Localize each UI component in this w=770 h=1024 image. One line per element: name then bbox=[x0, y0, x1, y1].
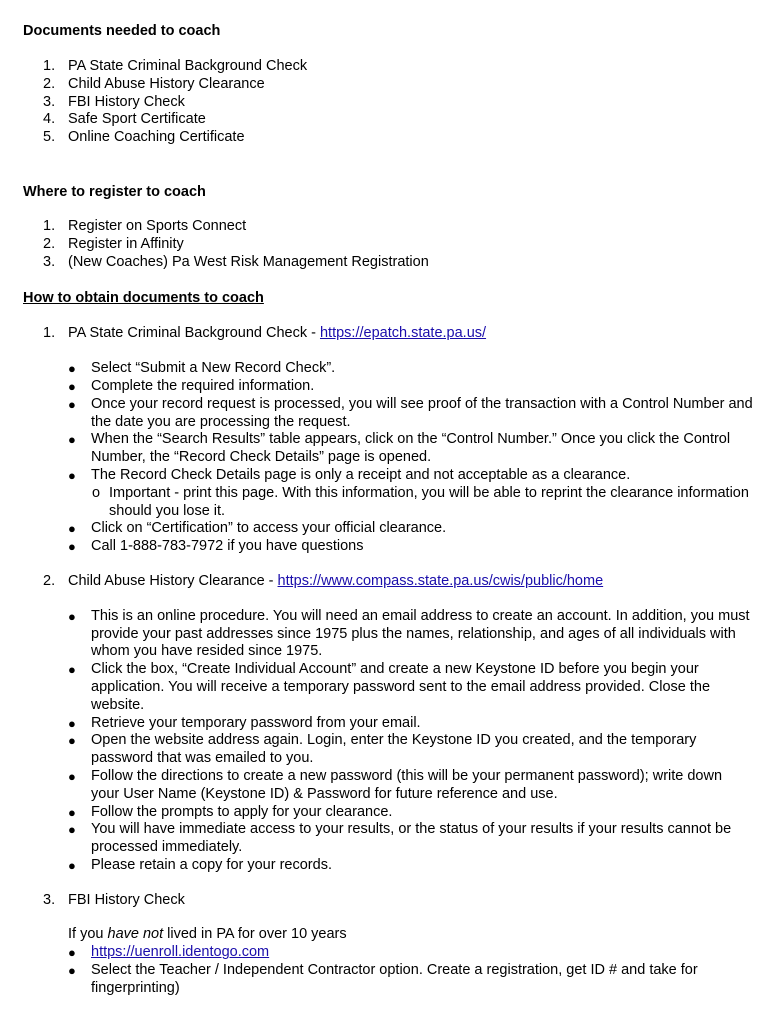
list-item: ● Call 1-888-783-7972 if you have questions bbox=[68, 538, 364, 555]
list-item: 3. FBI History Check bbox=[43, 891, 185, 908]
list-item: ● Complete the required information. bbox=[68, 377, 315, 394]
list-item: 4. Safe Sport Certificate bbox=[43, 111, 206, 128]
list-item: ● Select the Teacher / Independent Contractor option. Create a registration, get ID # and take for fingerprinting) bbox=[68, 962, 698, 996]
fbi-note: If you have not lived in PA for over 10 years bbox=[68, 926, 347, 943]
list-item: 1. PA State Criminal Background Check bbox=[43, 58, 308, 74]
register-heading: Where to register to coach bbox=[23, 183, 206, 200]
list-item: ● When the “Search Results” table appears, click on the “Control Number.” Once you click the Control Number, the “Record Check Details” page is opened. bbox=[68, 431, 731, 466]
step-1-bullets-cont bbox=[23, 520, 753, 556]
obtain-step-2 bbox=[23, 573, 753, 591]
list-item: 3. FBI History Check bbox=[43, 93, 185, 110]
list-item: ● Retrieve your temporary password from your email. bbox=[68, 714, 421, 731]
list-item: ● https://uenroll.identogo.com bbox=[68, 944, 270, 961]
list-item: 1. Register on Sports Connect bbox=[43, 217, 247, 234]
list-item: ● Please retain a copy for your records. bbox=[68, 856, 332, 873]
document-page bbox=[23, 22, 753, 998]
list-item: ● This is an online procedure. You will need an email address to create an account. In addition, you must provide your past addresses since 1975 plus the names, relationship, and ages of all individuals with whom you have resided since 1975. bbox=[68, 607, 750, 660]
list-item: ● The Record Check Details page is only a receipt and not acceptable as a clearance. bbox=[68, 466, 631, 483]
list-item: ● Follow the prompts to apply for your clearance. bbox=[68, 803, 393, 820]
step-1-bullets bbox=[23, 360, 753, 485]
list-item: 3. (New Coaches) Pa West Risk Management Registration bbox=[43, 253, 429, 270]
important-note: o Important - print this page. With this information, you will be able to reprint the clearance information should you lose it. bbox=[92, 484, 749, 519]
list-item: ● You will have immediate access to your results, or the status of your results if your results cannot be processed immediately. bbox=[68, 821, 732, 856]
step-2-bullets bbox=[23, 608, 753, 875]
register-list bbox=[23, 218, 753, 271]
documents-heading: Documents needed to coach bbox=[23, 23, 221, 39]
list-item: ● Open the website address again. Login, enter the Keystone ID you created, and the temporary password that was emailed to you. bbox=[68, 732, 697, 767]
list-item: 2. Register in Affinity bbox=[43, 235, 184, 252]
obtain-step-3 bbox=[23, 892, 753, 910]
list-item: 2. Child Abuse History Clearance - https://www.compass.state.pa.us/cwis/public/home bbox=[43, 572, 604, 589]
list-item: ● Once your record request is processed, you will see proof of the transaction with a Control Number and the date you are processing the request. bbox=[68, 395, 753, 430]
list-item: ● Follow the directions to create a new password (this will be your permanent password); write down your User Name (Keystone ID) & Password for future reference and use. bbox=[68, 767, 723, 802]
epatch-link[interactable]: https://epatch.state.pa.us/ bbox=[319, 325, 487, 342]
step-3-bullets bbox=[23, 944, 753, 997]
obtain-heading: How to obtain documents to coach bbox=[23, 290, 264, 307]
list-item: ● Click on “Certification” to access your official clearance. bbox=[68, 520, 447, 537]
list-item: 2. Child Abuse History Clearance bbox=[43, 75, 265, 92]
identogo-link[interactable]: https://uenroll.identogo.com bbox=[91, 944, 270, 961]
list-item: ● Select “Submit a New Record Check”. bbox=[68, 360, 336, 377]
list-item: 5. Online Coaching Certificate bbox=[43, 129, 245, 146]
documents-list bbox=[23, 58, 753, 147]
compass-link[interactable]: https://www.compass.state.pa.us/cwis/public/home bbox=[277, 572, 604, 589]
list-item: 1. PA State Criminal Background Check - https://epatch.state.pa.us/ bbox=[43, 325, 487, 342]
list-item: ● Click the box, “Create Individual Account” and create a new Keystone ID before you begin your application. You will receive a temporary password sent to the email address provided. Close the website. bbox=[68, 661, 711, 713]
obtain-step-1 bbox=[23, 325, 753, 343]
